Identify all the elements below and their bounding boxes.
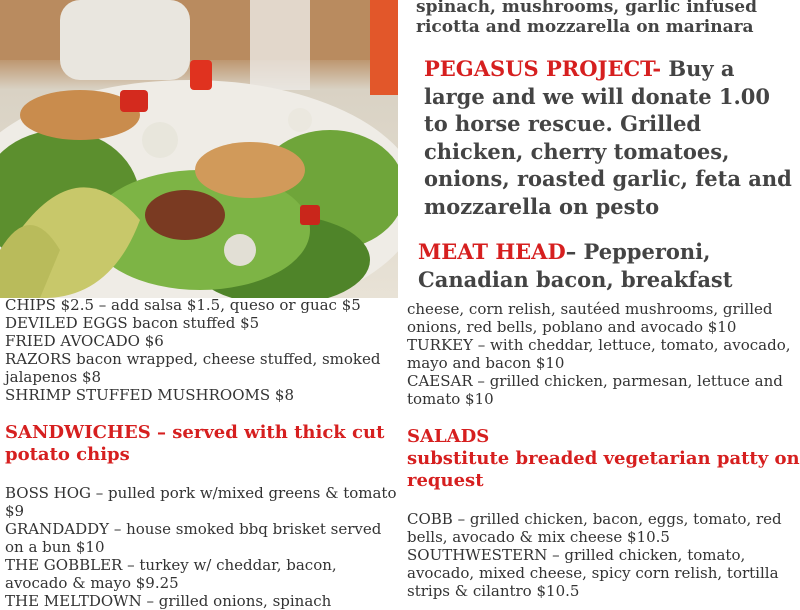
pizza-intro-line-1: spinach, mushrooms, garlic infused <box>416 0 757 17</box>
salads-subheading: substitute breaded vegetarian patty on request <box>407 448 800 491</box>
pegasus-item <box>416 55 800 220</box>
sandwich-item: THE MELTDOWN – grilled onions, spinach <box>5 592 332 610</box>
pizza-section <box>416 0 800 293</box>
sandwich-item: GRANDADDY – house smoked bbq brisket served on a bun $10 <box>5 520 382 556</box>
pegasus-title: PEGASUS PROJECT- <box>424 56 662 81</box>
meathead-title: MEAT HEAD <box>418 239 566 264</box>
sandwich-item: TURKEY – with cheddar, lettuce, tomato, avocado, mayo and bacon $10 <box>407 336 791 372</box>
pegasus-description: Buy a large and we will donate 1.00 to horse rescue. Grilled chicken, cherry tomatoes, onions, roasted garlic, feta and mozzarella on pesto <box>424 56 792 219</box>
sandwich-item: CAESAR – grilled chicken, parmesan, lettuce and tomato $10 <box>407 372 783 408</box>
appetizer-item: FRIED AVOCADO $6 <box>5 332 164 350</box>
sandwiches-heading: SANDWICHES – served with thick cut potato chips <box>5 422 385 465</box>
salad-photo <box>0 0 398 298</box>
appetizer-item: CHIPS $2.5 – add salsa $1.5, queso or guac $5 <box>5 296 361 314</box>
salads-heading: SALADS <box>407 426 490 447</box>
meathead-description: – Pepperoni, Canadian bacon, breakfast <box>418 239 733 292</box>
pizza-intro-line-2: ricotta and mozzarella on marinara <box>416 17 754 37</box>
sandwich-item: THE GOBBLER – turkey w/ cheddar, bacon, avocado & mayo $9.25 <box>5 556 337 592</box>
appetizer-item: SHRIMP STUFFED MUSHROOMS $8 <box>5 386 295 404</box>
right-menu-column <box>407 300 800 600</box>
salad-item: SOUTHWESTERN – grilled chicken, tomato, avocado, mixed cheese, spicy corn relish, tortilla strips & cilantro $10.5 <box>407 546 779 600</box>
meathead-item <box>416 238 800 293</box>
appetizer-item: RAZORS bacon wrapped, cheese stuffed, smoked jalapenos $8 <box>5 350 381 386</box>
sandwich-item: cheese, corn relish, sautéed mushrooms, grilled onions, red bells, poblano and avocado $10 <box>407 300 773 336</box>
left-menu-column <box>5 296 397 610</box>
appetizer-item: DEVILED EGGS bacon stuffed $5 <box>5 314 260 332</box>
sandwich-item: BOSS HOG – pulled pork w/mixed greens & tomato $9 <box>5 484 397 520</box>
salad-item: COBB – grilled chicken, bacon, eggs, tomato, red bells, avocado & mix cheese $10.5 <box>407 510 782 546</box>
